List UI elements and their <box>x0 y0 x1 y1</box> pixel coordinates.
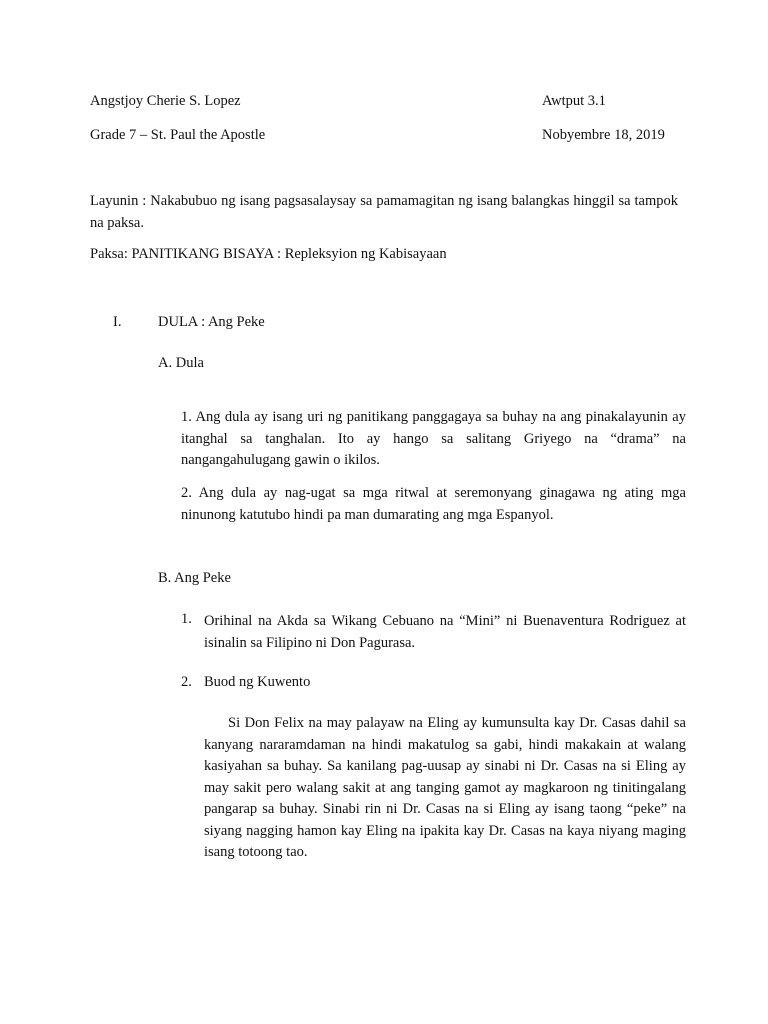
section-numeral: I. <box>113 314 122 330</box>
date: Nobyembre 18, 2019 <box>542 127 665 143</box>
student-name: Angstjoy Cherie S. Lopez <box>90 93 241 109</box>
objective-paragraph: Layunin : Nakabubuo ng isang pagsasalaysay sa pamamagitan ng isang balangkas hinggil sa tampok na paksa. <box>90 193 678 231</box>
story-summary: Si Don Felix na may palayaw na Eling ay kumunsulta kay Dr. Casas dahil sa kanyang nararamdaman na hindi makatulog sa gabi, hindi makakain at walang kasiyahan sa buhay. Sa kanilang pag-uusap ay sinabi ni Dr. Casas na si Eling ay may sakit pero walang sakit at ang tanging gamot ay magkaroon ng tinitingalang pangarap sa buhay. Sinabi rin ni Dr. Casas na si Eling ay isang taong “peke” na siyang nagging hamon kay Eling na ipakita kay Dr. Casas na kaya niyang maging isang totoong tao. <box>204 715 686 860</box>
subsection-b-heading: B. Ang Peke <box>158 570 231 586</box>
section-title: DULA : Ang Peke <box>158 314 265 330</box>
topic-line: Paksa: PANITIKANG BISAYA : Repleksyion ng Kabisayaan <box>90 246 447 262</box>
peke-item-2-title: Buod ng Kuwento <box>204 674 311 690</box>
dula-item-2: 2. Ang dula ay nag-ugat sa mga ritwal at seremonyang ginagawa ng ating mga ninunong katutubo hindi pa man dumarating ang mga Espanyol. <box>181 485 686 523</box>
output-number: Awtput 3.1 <box>542 93 606 109</box>
peke-item-1-text: Orihinal na Akda sa Wikang Cebuano na “Mini” ni Buenaventura Rodriguez at isinalin sa Filipino ni Don Pagurasa. <box>204 613 686 651</box>
grade-section: Grade 7 – St. Paul the Apostle <box>90 127 266 143</box>
peke-item-1-number: 1. <box>181 611 192 627</box>
subsection-a-heading: A. Dula <box>158 355 204 371</box>
peke-item-2-number: 2. <box>181 674 192 690</box>
dula-item-1: 1. Ang dula ay isang uri ng panitikang panggagaya sa buhay na ang pinakalayunin ay itanghal sa tanghalan. Ito ay hango sa salitang Griyego na “drama” na nangangahulugang gawin o ikilos. <box>181 409 686 468</box>
